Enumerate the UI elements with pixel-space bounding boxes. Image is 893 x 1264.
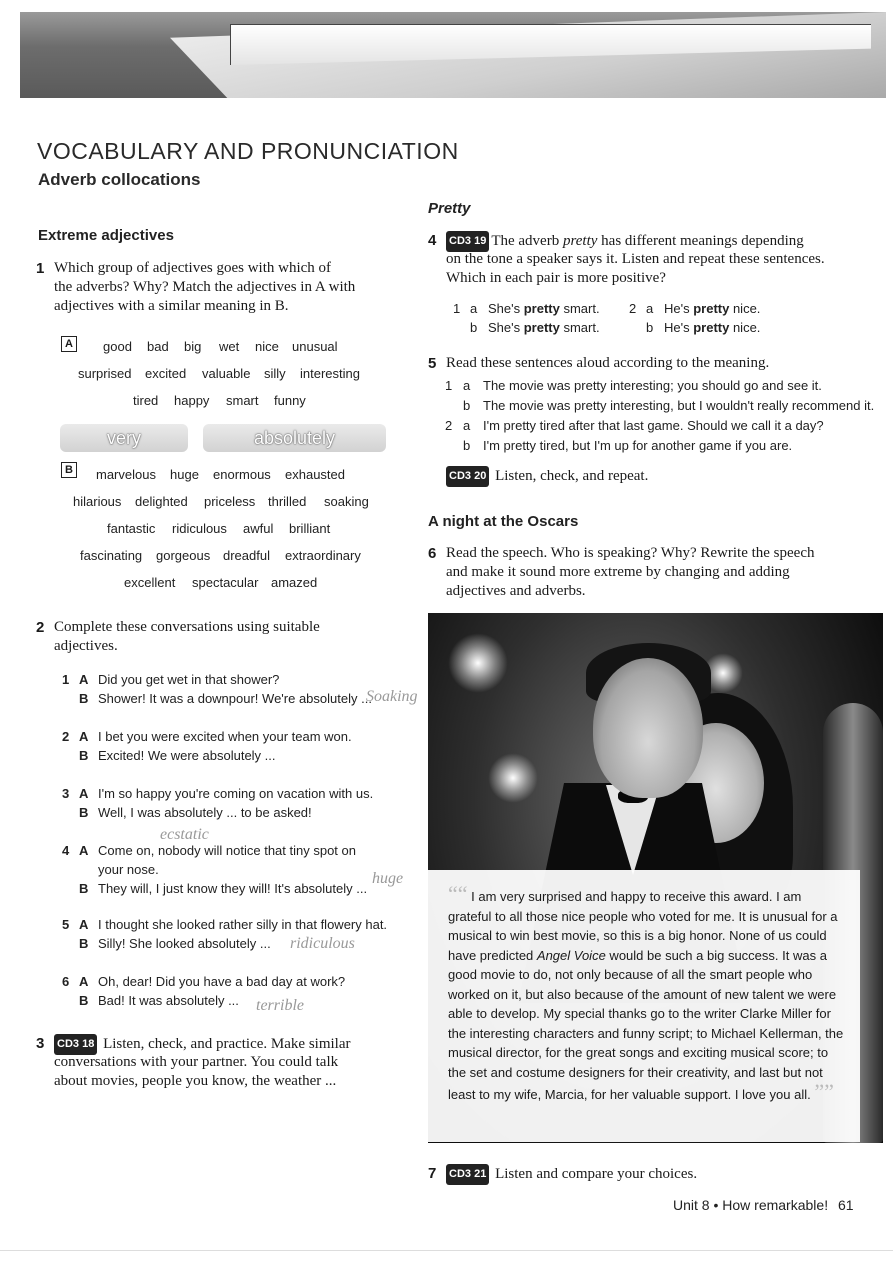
speaker-a: A [79,786,89,801]
adjective-b: thrilled [268,494,307,509]
line-b: Excited! We were absolutely ... [98,748,276,763]
section-subtitle: Adverb collocations [38,170,201,189]
adjective-a: happy [174,393,210,408]
section-title: VOCABULARY AND PRONUNCIATION [37,138,459,164]
conversation [62,672,402,712]
handwritten-note: huge [372,870,404,887]
exercise-6-line: Read the speech. Who is speaking? Why? Rewrite the speech [446,545,815,561]
adjective-b: priceless [204,494,256,509]
exercise-7-line: CD3 21 Listen and compare your choices. [446,1164,697,1185]
box-b-label: B [61,462,77,478]
conversation [62,974,402,1014]
speaker-a: A [79,917,89,932]
adjective-b: exhausted [285,467,345,482]
exercise-3-line: about movies, people you know, the weather ... [54,1073,337,1089]
exercise-1 [36,259,396,319]
conversation-number: 1 [62,672,70,687]
line-b: They will, I just know they will! It's absolutely ... [98,881,368,896]
line-a: I'm so happy you're coming on vacation with us. [98,786,374,801]
exercise-number: 3 [36,1035,45,1052]
adjective-b: ridiculous [172,521,227,536]
exercise-4-line: CD3 19 The adverb pretty has different meanings depending [446,231,804,252]
line-b: Silly! She looked absolutely ... [98,936,271,951]
adjective-b: soaking [324,494,369,509]
exercise-5-items: 1 a The movie was pretty interesting; you should go and see it. b The movie was pretty interesting, but I wouldn't really recommend it. 2 a I'm pretty tired after that last game. Should we call it a day? b I'm pretty tired, but I'm up for another game if you are. [445,378,875,453]
adjective-a: bad [147,339,169,354]
adjective-b: spectacular [192,575,259,590]
exercise-3-line: conversations with your partner. You could talk [54,1054,339,1070]
exercise-5 [428,354,868,374]
pretty-pair-2: 2 a He's pretty nice. b He's pretty nice. [629,301,761,335]
page-footer [673,1197,854,1213]
speech-box [428,870,860,1142]
conversation-number: 3 [62,786,70,801]
line-b: Well, I was absolutely ... to be asked! [98,805,312,820]
oscars-heading: A night at the Oscars [428,513,579,530]
pretty-pair-1: 1 a She's pretty smart. b She's pretty smart. [453,301,600,335]
line-a: Did you get wet in that shower? [98,672,280,687]
speaker-b: B [79,805,89,820]
adjective-b: marvelous [96,467,156,482]
exercise-2-line: adjectives. [54,638,118,654]
adjective-b: extraordinary [285,548,361,563]
adjective-b: enormous [213,467,271,482]
exercise-5-listen: CD3 20 Listen, check, and repeat. [446,466,846,486]
adjective-a: nice [255,339,279,354]
man-face [593,658,703,798]
adjective-b: delighted [135,494,188,509]
adjective-a: interesting [300,366,360,381]
line-a: I bet you were excited when your team won. [98,729,352,744]
adjective-a: funny [274,393,306,408]
exercise-number: 1 [36,260,45,277]
adjective-a: valuable [202,366,251,381]
speaker-a: A [79,843,89,858]
line-b: Bad! It was absolutely ... [98,993,239,1008]
adjective-b: fascinating [80,548,143,563]
adjective-a: unusual [292,339,338,354]
speech-text: ““ I am very surprised and happy to receive this award. I am grateful to all those nice people who voted for me. It is unusual for a musical to win best movie, so this is a big honor. None of us could have predicted Angel Voice would be such a big success. It was a good movie to do, not only because of all the smart people who worked on it, but also because of the amount of new talent we were able to develop. My special thanks go to the writer Clarke Miller for the interesting characters and funny script; to Michael Kellerman, the musical director, for the great songs and exciting musical score; to the set and costume designers for their creativity, and last but not least to my wife, Marcia, for her valuable support. I love you all. ”” [448,881,844,1104]
handwritten-note: ridiculous [290,935,355,952]
line-b: Shower! It was a downpour! We're absolutely ... [98,691,372,706]
adjective-a: surprised [78,366,132,381]
conversation-number: 2 [62,729,70,744]
line-a-cont: your nose. [98,862,159,877]
box-a-label: A [61,336,77,352]
pretty-heading: Pretty [428,200,471,217]
adverb-very-pill: very [60,424,188,452]
exercise-4-line: on the tone a speaker says it. Listen and repeat these sentences. [446,251,825,267]
camera-flash [488,753,538,803]
exercise-1-line: Which group of adjectives goes with which of [54,260,332,276]
adjective-b: awful [243,521,274,536]
handwritten-note: Soaking [366,688,418,705]
cd-track-badge: CD3 19 [446,231,489,252]
conversation-number: 6 [62,974,70,989]
adjective-b: gorgeous [156,548,211,563]
footer-separator: • [713,1197,719,1213]
exercise-2 [36,618,396,658]
adjective-a: good [103,339,132,354]
exercise-7 [428,1164,778,1184]
exercise-1-line: the adverbs? Why? Match the adjectives in A with [54,279,356,295]
exercise-6-line: adjectives and adverbs. [446,583,586,599]
adverb-absolutely-pill: absolutely [203,424,386,452]
adjective-b: amazed [271,575,318,590]
speaker-a: A [79,729,89,744]
exercise-6-line: and make it sound more extreme by changing and adding [446,564,790,580]
exercise-number: 5 [428,355,437,372]
cd-track-badge: CD3 18 [54,1034,97,1055]
line-a: Oh, dear! Did you have a bad day at work? [98,974,346,989]
conversation [62,786,402,826]
handwritten-note: terrible [256,997,304,1014]
adjective-a: excited [145,366,187,381]
handwritten-note: ecstatic [160,826,209,843]
footer-topic: How remarkable! [722,1197,829,1213]
scan-edge-line [0,1250,893,1251]
extreme-adjectives-heading: Extreme adjectives [38,227,174,244]
adjective-b: dreadful [223,548,270,563]
camera-flash [448,633,508,693]
adjective-a: tired [133,393,159,408]
cd-track-badge: CD3 21 [446,1164,489,1185]
exercise-4 [428,231,868,291]
speaker-b: B [79,936,89,951]
exercise-2-line: Complete these conversations using suitable [54,619,320,635]
adjective-b: huge [170,467,199,482]
line-a: Come on, nobody will notice that tiny spot on [98,843,356,858]
page-number: 61 [837,1197,854,1213]
adjective-b: hilarious [73,494,122,509]
line-a: I thought she looked rather silly in that flowery hat. [98,917,388,932]
adjective-a: silly [264,366,286,381]
exercise-5-line: Read these sentences aloud according to the meaning. [446,355,770,371]
conversation-number: 5 [62,917,70,932]
adjective-b: fantastic [107,521,156,536]
adjective-a: big [184,339,202,354]
cd-track-badge: CD3 20 [446,466,489,487]
exercise-6 [428,544,878,604]
conversation [62,729,402,769]
exercise-number: 2 [36,619,45,636]
exercise-number: 7 [428,1165,437,1182]
exercise-4-line: Which in each pair is more positive? [446,270,666,286]
exercise-3-line: CD3 18 Listen, check, and practice. Make similar [54,1034,350,1055]
speaker-b: B [79,881,89,896]
conversation [62,843,402,903]
exercise-1-line: adjectives with a similar meaning in B. [54,298,289,314]
speaker-b: B [79,993,89,1008]
speaker-a: A [79,672,89,687]
exercise-number: 4 [428,232,437,249]
exercise-3 [36,1034,406,1094]
exercise-number: 6 [428,545,437,562]
speaker-b: B [79,748,89,763]
adjective-a: smart [226,393,259,408]
footer-unit: Unit 8 [673,1197,710,1213]
conversation-number: 4 [62,843,70,858]
adjective-a: wet [219,339,240,354]
speaker-a: A [79,974,89,989]
adjective-b: excellent [124,575,176,590]
speaker-b: B [79,691,89,706]
header-photo-band [20,12,886,98]
adjective-b: brilliant [289,521,331,536]
